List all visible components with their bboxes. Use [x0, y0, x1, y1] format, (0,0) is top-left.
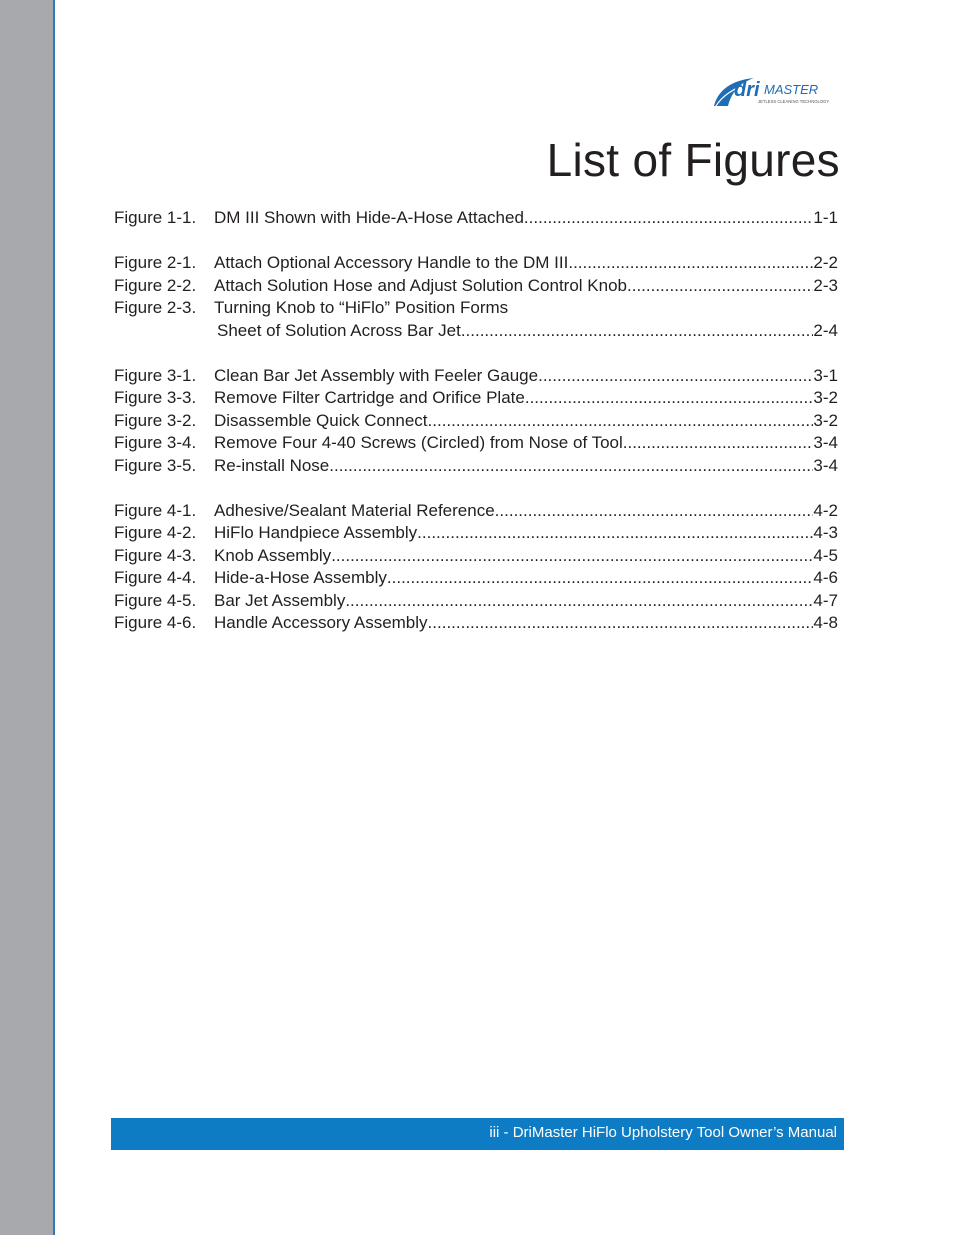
toc-entry[interactable]	[114, 387, 838, 410]
logo-tagline: JETLESS CLEANING TECHNOLOGY	[758, 99, 830, 104]
drimaster-logo	[712, 70, 846, 110]
page-number: 4-3	[813, 523, 838, 542]
figure-caption: Knob Assembly	[214, 545, 332, 565]
dot-leader	[345, 590, 813, 613]
toc-entry[interactable]	[114, 297, 838, 320]
dot-leader	[329, 455, 813, 478]
figure-caption: Re-install Nose	[214, 455, 330, 475]
dot-leader	[428, 410, 814, 433]
figure-number: Figure 3-4.	[114, 433, 197, 452]
figure-caption: Remove Four 4-40 Screws (Circled) from Nose of Tool	[214, 433, 623, 452]
toc-entry[interactable]	[114, 410, 838, 433]
figure-caption: Adhesive/Sealant Material Reference	[214, 500, 495, 520]
toc-entry[interactable]	[114, 612, 838, 635]
figure-number: Figure 4-1.	[114, 500, 197, 520]
page-number: 3-2	[813, 388, 838, 407]
dot-leader	[417, 522, 813, 545]
figure-number: Figure 4-6.	[114, 613, 197, 632]
figure-number: Figure 4-3.	[114, 545, 197, 565]
figure-number: Figure 4-4.	[114, 568, 197, 587]
figure-caption: Clean Bar Jet Assembly with Feeler Gauge	[214, 365, 539, 385]
figure-number: Figure 3-3.	[114, 388, 197, 407]
dot-leader	[387, 567, 814, 590]
page-title: List of Figures	[546, 134, 840, 186]
logo-brand-suffix: MASTER	[764, 82, 819, 97]
side-margin-bar	[0, 0, 55, 1235]
list-of-figures	[114, 207, 838, 657]
toc-entry[interactable]	[114, 455, 838, 478]
figure-number: Figure 1-1.	[114, 208, 197, 227]
toc-entry[interactable]	[114, 252, 838, 275]
figure-caption: DM III Shown with Hide-A-Hose Attached	[214, 208, 524, 227]
figure-number: Figure 2-2.	[114, 275, 197, 295]
toc-entry-continuation[interactable]	[114, 320, 838, 343]
page-number: 2-4	[813, 320, 838, 340]
toc-entry[interactable]	[114, 522, 838, 545]
figure-number: Figure 4-5.	[114, 590, 197, 610]
toc-entry[interactable]	[114, 500, 838, 523]
toc-entry[interactable]	[114, 545, 838, 568]
dot-leader	[461, 320, 814, 343]
page-number: 4-8	[813, 613, 838, 632]
footer-text: iii - DriMaster HiFlo Upholstery Tool Owner’s Manual	[489, 1124, 837, 1141]
page-number: 3-4	[813, 455, 838, 475]
figure-caption: Handle Accessory Assembly	[214, 613, 428, 632]
dot-leader	[627, 275, 813, 298]
figure-caption: Remove Filter Cartridge and Orifice Plate	[214, 388, 525, 407]
dot-leader	[538, 365, 813, 388]
figure-caption: Bar Jet Assembly	[214, 590, 346, 610]
dot-leader	[331, 545, 813, 568]
figure-number: Figure 2-3.	[114, 298, 197, 317]
figure-caption: Turning Knob to “HiFlo” Position Forms	[214, 298, 509, 317]
toc-group	[114, 500, 838, 635]
toc-entry[interactable]	[114, 275, 838, 298]
footer-bar	[111, 1118, 844, 1150]
figure-caption: Attach Optional Accessory Handle to the DM III	[214, 253, 569, 272]
page-number: 4-6	[813, 568, 838, 587]
figure-caption-continued: Sheet of Solution Across Bar Jet	[217, 320, 461, 340]
figure-caption: Attach Solution Hose and Adjust Solution Control Knob	[214, 275, 627, 295]
toc-entry[interactable]	[114, 365, 838, 388]
page-number: 1-1	[813, 208, 838, 227]
toc-group	[114, 207, 838, 230]
logo-brand-prefix: dri	[734, 79, 760, 101]
page-number: 4-5	[813, 545, 838, 565]
dot-leader	[428, 612, 814, 635]
dot-leader	[495, 500, 814, 523]
toc-entry[interactable]	[114, 207, 838, 230]
figure-number: Figure 2-1.	[114, 253, 197, 272]
figure-caption: Hide-a-Hose Assembly	[214, 568, 387, 587]
dot-leader	[623, 432, 814, 455]
page-number: 3-4	[813, 433, 838, 452]
page-number: 3-1	[813, 365, 838, 385]
figure-number: Figure 3-5.	[114, 455, 197, 475]
figure-number: Figure 3-1.	[114, 365, 197, 385]
dot-leader	[568, 252, 813, 275]
toc-group	[114, 252, 838, 342]
figure-number: Figure 4-2.	[114, 523, 197, 542]
page-number: 3-2	[813, 410, 838, 430]
page-number: 4-7	[813, 590, 838, 610]
toc-entry[interactable]	[114, 590, 838, 613]
page-number: 2-3	[813, 275, 838, 295]
dot-leader	[525, 387, 814, 410]
page-number: 4-2	[813, 500, 838, 520]
toc-entry[interactable]	[114, 432, 838, 455]
page-number: 2-2	[813, 253, 838, 272]
toc-group	[114, 365, 838, 478]
figure-number: Figure 3-2.	[114, 410, 197, 430]
dot-leader	[524, 207, 814, 230]
figure-caption: Disassemble Quick Connect	[214, 410, 428, 430]
figure-caption: HiFlo Handpiece Assembly	[214, 523, 418, 542]
toc-entry[interactable]	[114, 567, 838, 590]
